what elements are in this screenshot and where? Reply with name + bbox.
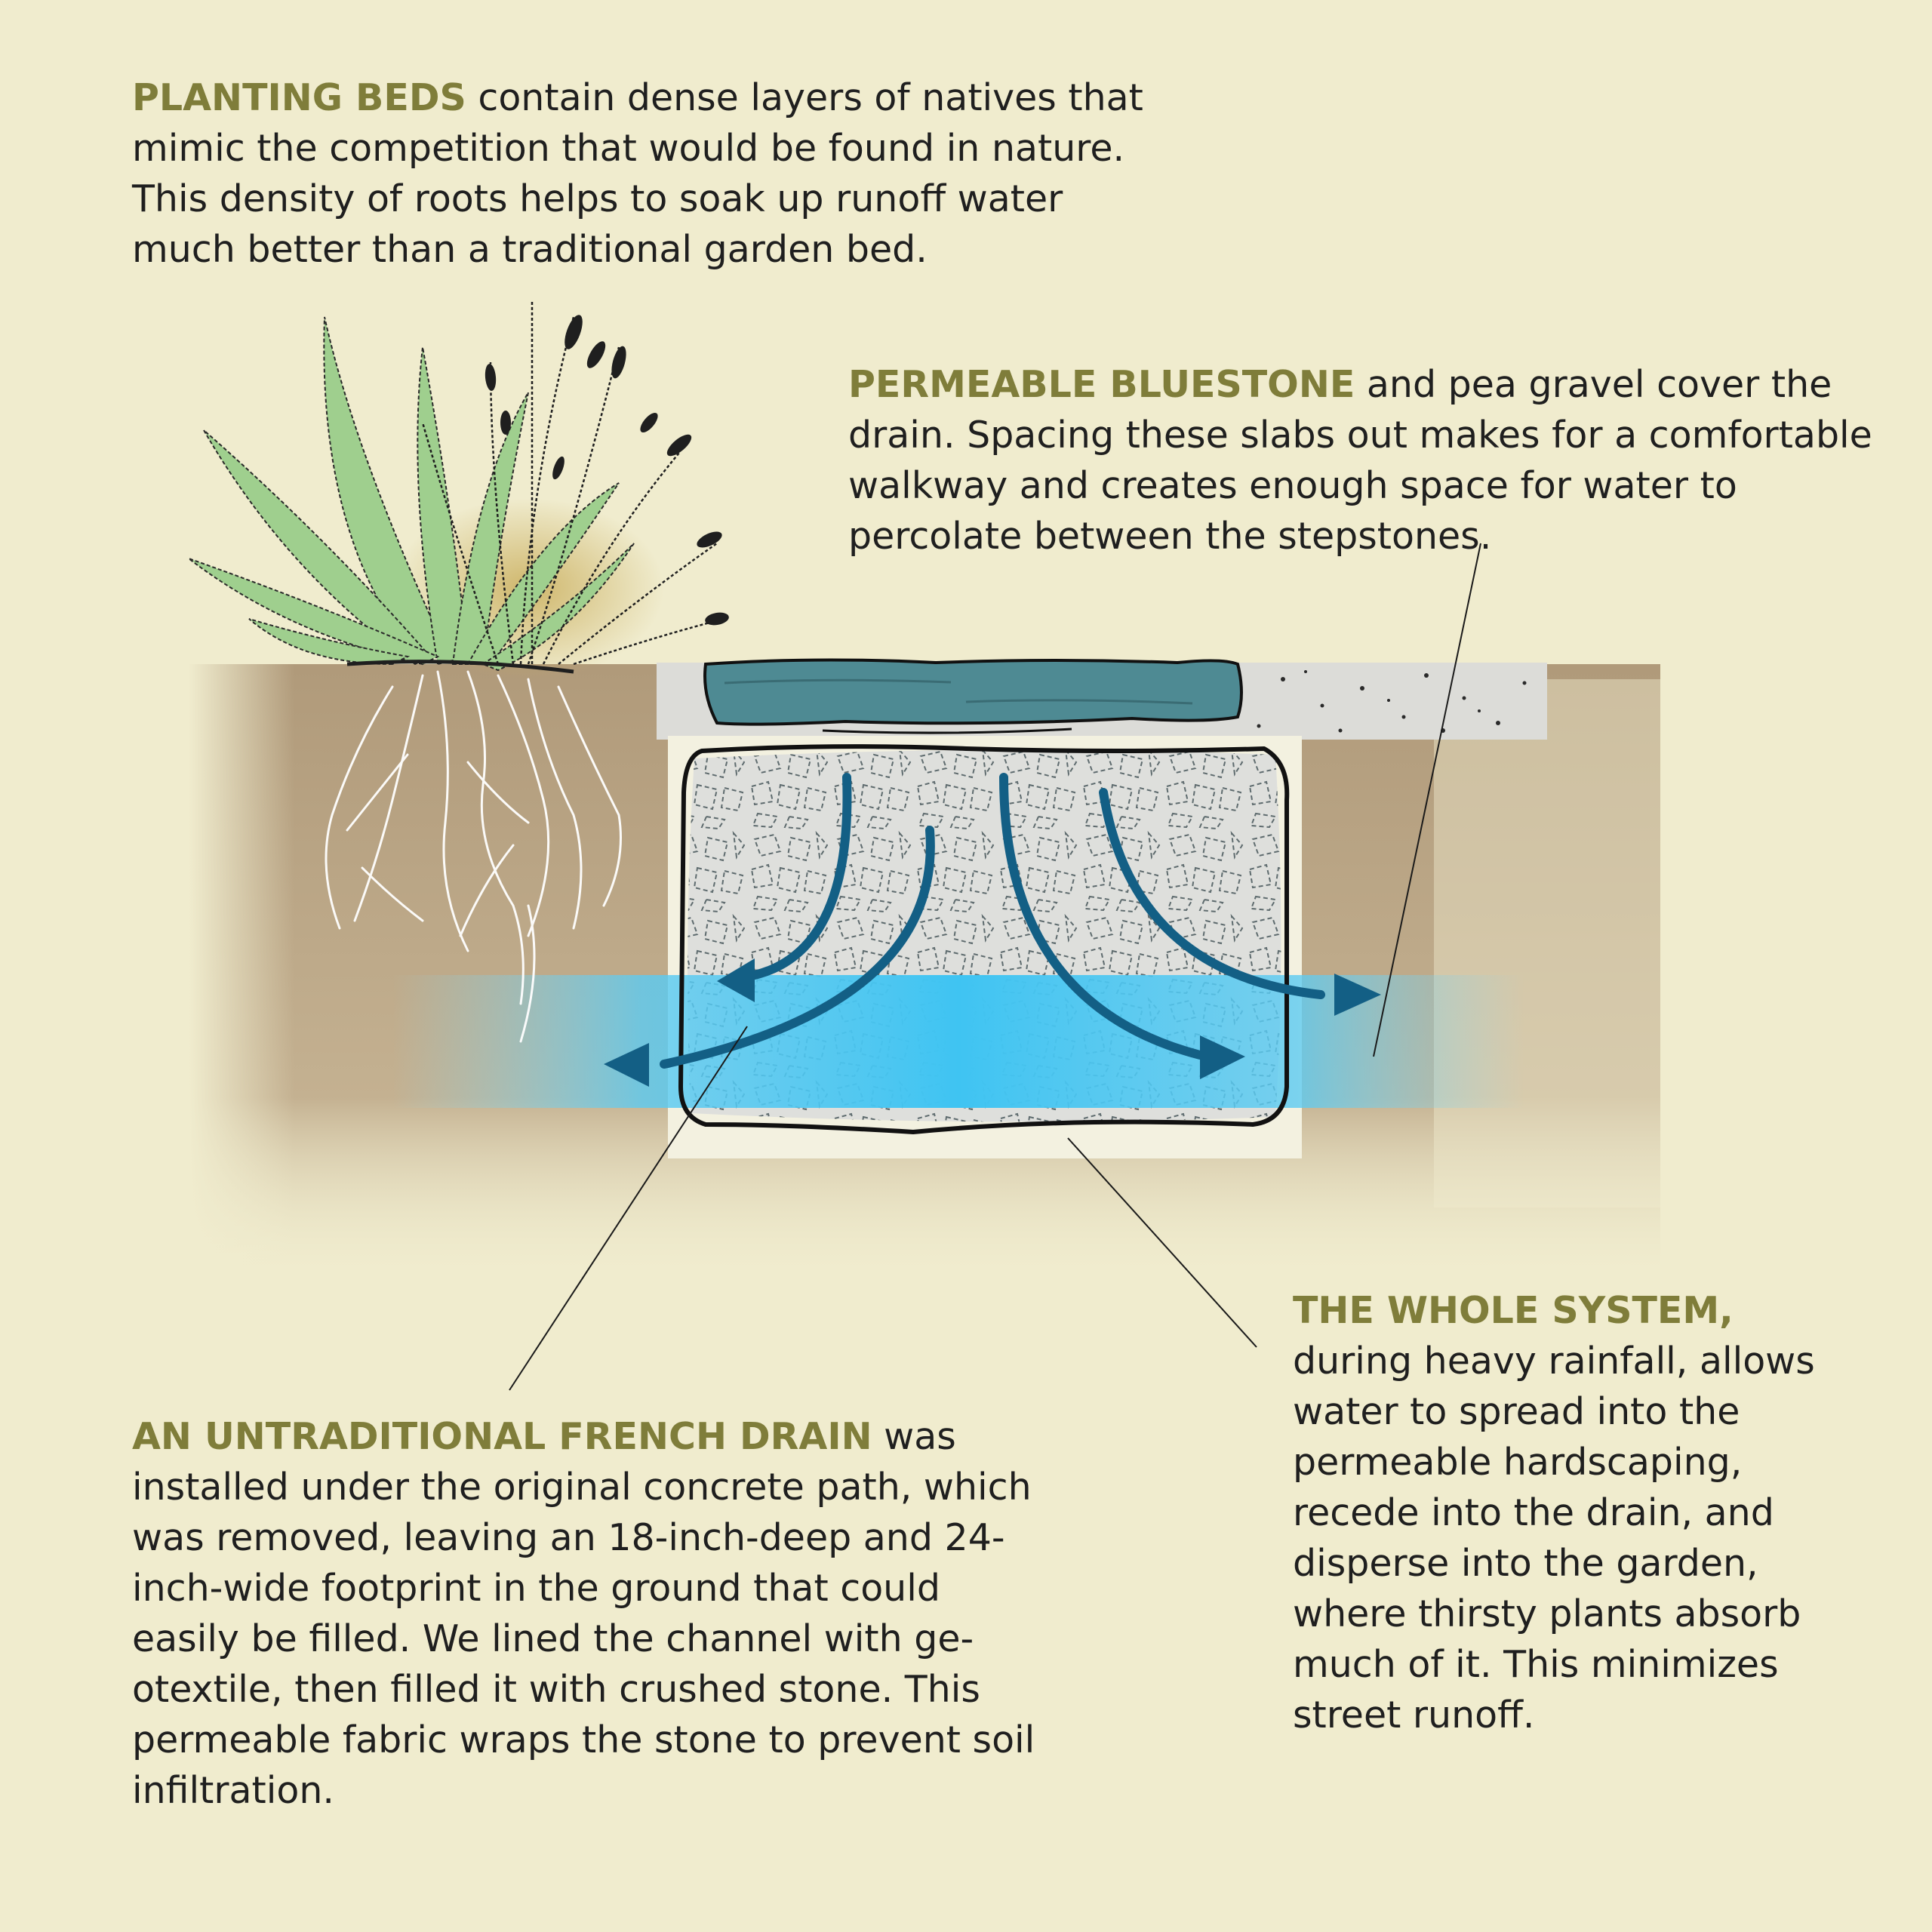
callout-whole-system-body: during heavy rainfall, allows water to spread into the permeable hardscaping, recede into the drain, and disperse into the garden, where thirsty plants absorb much of it. This minimizes street runoff. bbox=[1293, 1340, 1815, 1737]
callout-french-drain bbox=[132, 1411, 1038, 1816]
callout-permeable-bluestone-heading: PERMEABLE BLUESTONE bbox=[848, 363, 1355, 406]
callout-whole-system-heading: THE WHOLE SYSTEM, bbox=[1293, 1289, 1734, 1332]
callout-permeable-bluestone bbox=[848, 359, 1920, 561]
callout-french-drain-heading: AN UNTRADITIONAL FRENCH DRAIN bbox=[132, 1415, 872, 1458]
callout-planting-beds-heading: PLANTING BEDS bbox=[132, 76, 466, 119]
callout-whole-system bbox=[1293, 1285, 1836, 1740]
plant-foliage bbox=[189, 302, 730, 679]
callout-planting-beds-body: contain dense layers of natives that mimic the competition that would be found in nature. This density of roots helps to soak up runoff water much better than a traditional garden bed. bbox=[132, 76, 1143, 271]
callout-permeable-bluestone-body: and pea gravel cover the drain. Spacing these slabs out makes for a comfortable walkway and creates enough space for water to percolate between the stepstones. bbox=[848, 363, 1872, 558]
callout-planting-beds bbox=[132, 72, 1158, 275]
callout-french-drain-body: was installed under the original concrete path, which was removed, leaving an 18-inch-deep and 24-inch-wide footprint in the ground that could easily be filled. We lined the channel with ge-otextile, then filled it with crushed stone. This permeable fabric wraps the stone to prevent soil infiltration. bbox=[132, 1415, 1035, 1812]
